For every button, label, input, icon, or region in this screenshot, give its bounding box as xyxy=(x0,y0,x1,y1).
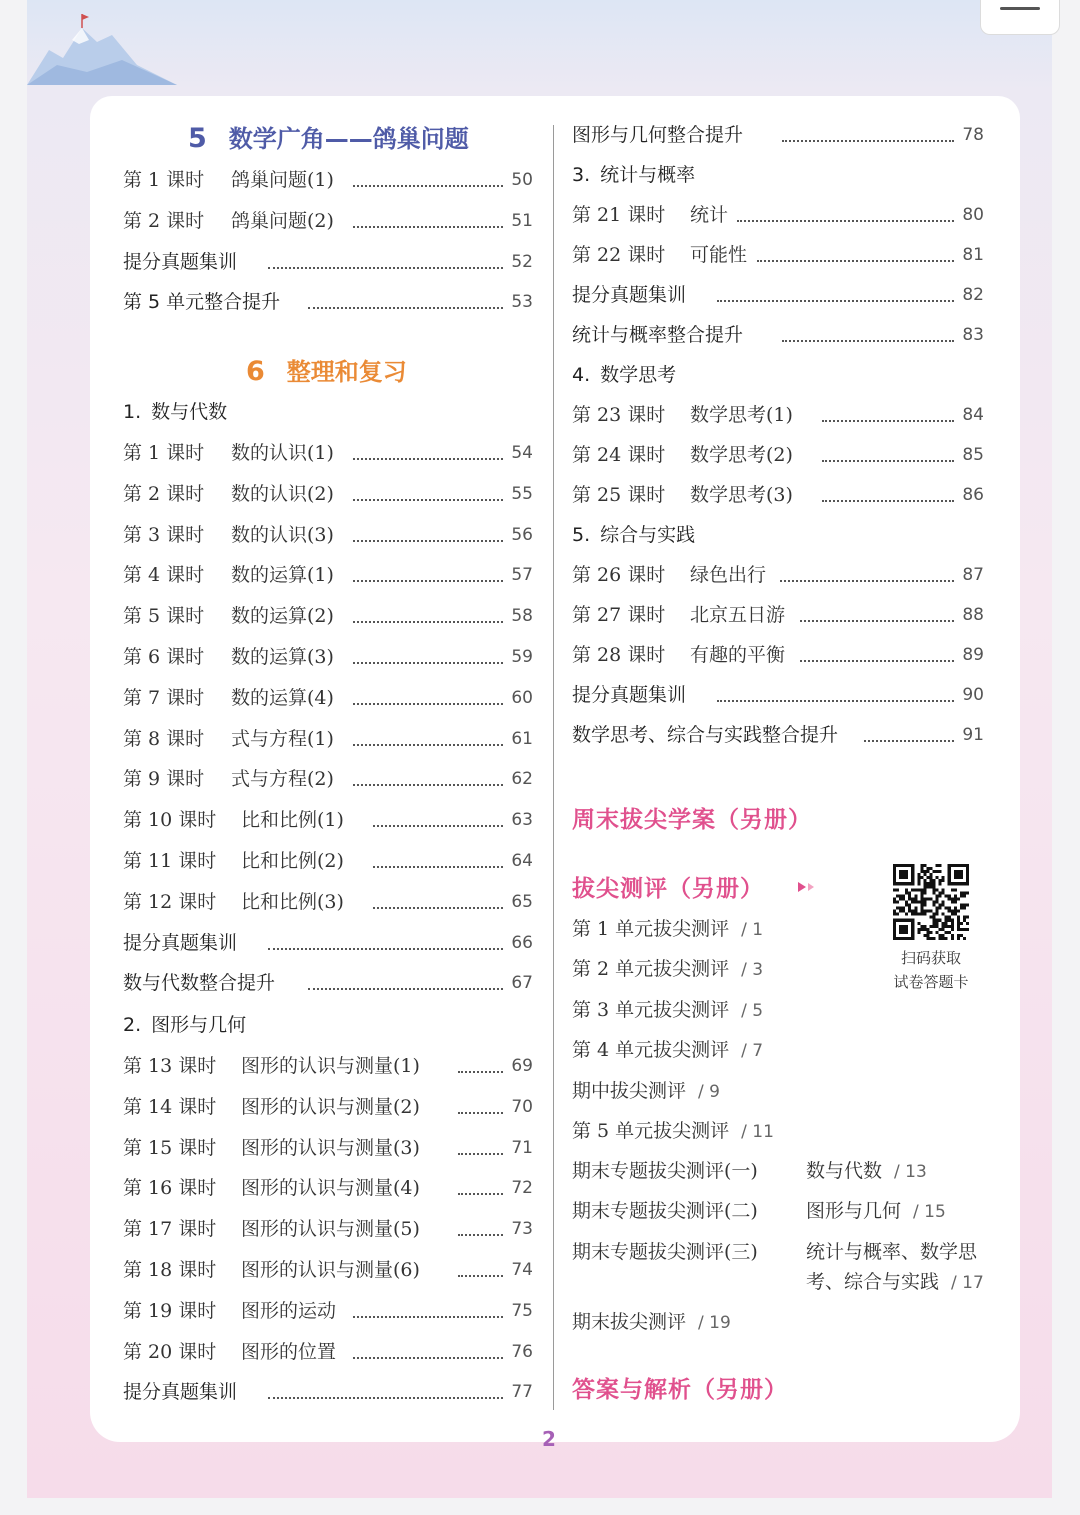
leader-dots xyxy=(353,185,503,187)
subsection-number: 3. xyxy=(572,164,591,186)
toc-row-label xyxy=(123,560,334,590)
page-ref: 60 xyxy=(511,687,533,708)
toc-entry-title: 图形与几何整合提升 xyxy=(572,124,744,146)
test-page: / 9 xyxy=(698,1081,720,1102)
toc-row[interactable] xyxy=(123,601,533,631)
tests-heading[interactable]: 拔尖测评（另册） xyxy=(572,876,764,902)
toc-entry-title: 数与代数整合提升 xyxy=(123,972,276,995)
toc-row-label xyxy=(123,764,334,794)
leader-dots xyxy=(353,784,503,786)
leader-dots xyxy=(353,621,503,623)
leader-dots xyxy=(822,460,954,462)
special-test-page: / 17 xyxy=(951,1272,984,1293)
toc-row[interactable] xyxy=(123,247,533,277)
lesson-topic: 绿色出行 xyxy=(690,564,767,586)
page-ref: 59 xyxy=(511,647,533,667)
page-ref: 62 xyxy=(511,769,533,790)
test-page: / 1 xyxy=(741,920,764,940)
leader-dots xyxy=(800,620,954,622)
toc-row[interactable] xyxy=(123,1377,533,1407)
toc-row-label xyxy=(123,601,334,631)
toc-row[interactable] xyxy=(572,680,984,710)
toc-row[interactable] xyxy=(123,724,533,754)
toc-row-label xyxy=(572,640,785,670)
subsection-heading xyxy=(572,160,695,187)
toc-row-label xyxy=(123,642,334,672)
page-ref: 73 xyxy=(511,1219,533,1240)
test-item[interactable] xyxy=(572,995,763,1026)
toc-entry-title: 数学思考、综合与实践整合提升 xyxy=(572,723,839,746)
page-ref: 53 xyxy=(511,292,533,313)
lesson-number: 第 14 课时 xyxy=(123,1095,217,1118)
arrow-right-icon xyxy=(796,879,820,895)
page-ref: 78 xyxy=(962,125,984,145)
page-ref: 70 xyxy=(511,1096,533,1117)
leader-dots xyxy=(458,1112,503,1114)
subsection-number: 5. xyxy=(572,524,591,546)
lesson-number: 第 2 课时 xyxy=(123,482,205,505)
lesson-topic: 数的运算(2) xyxy=(231,605,334,628)
lesson-topic: 图形的位置 xyxy=(241,1340,337,1363)
page-ref: 91 xyxy=(962,724,984,745)
page-ref: 72 xyxy=(511,1178,533,1199)
special-test-label[interactable]: 期末专题拔尖测评(二) xyxy=(572,1200,758,1223)
qr-caption-2: 试卷答题卡 xyxy=(893,973,969,991)
page-ref: 57 xyxy=(511,565,533,586)
lesson-number: 第 16 课时 xyxy=(123,1177,217,1200)
leader-dots xyxy=(353,703,503,705)
leader-dots xyxy=(353,540,503,542)
toc-row-label xyxy=(123,287,280,317)
test-page: / 11 xyxy=(741,1122,774,1142)
special-test-topic xyxy=(806,1196,946,1227)
lesson-number: 第 1 课时 xyxy=(123,169,205,191)
toc-row[interactable] xyxy=(572,600,984,630)
leader-dots xyxy=(782,140,954,142)
test-label: 第 2 单元拔尖测评 xyxy=(572,958,730,981)
toc-row-label xyxy=(123,479,334,509)
toc-row-label xyxy=(123,206,334,236)
test-item[interactable] xyxy=(572,954,763,985)
toc-row[interactable] xyxy=(123,520,533,550)
page-ref: 56 xyxy=(511,524,533,545)
page-ref: 83 xyxy=(962,324,984,345)
leader-dots xyxy=(353,744,503,746)
subsection-number: 4. xyxy=(572,364,591,386)
leader-dots xyxy=(458,1275,503,1277)
lesson-number: 第 18 课时 xyxy=(123,1259,217,1281)
page-ref: 66 xyxy=(511,932,533,953)
toc-row[interactable] xyxy=(123,928,533,958)
toc-row-label xyxy=(572,320,743,350)
leader-dots xyxy=(353,499,503,501)
toc-row-label xyxy=(572,200,728,230)
subsection-heading xyxy=(572,520,695,547)
lesson-number: 第 4 课时 xyxy=(123,564,205,587)
toc-row-label xyxy=(572,680,686,710)
toc-row[interactable] xyxy=(123,764,533,794)
toc-row-label xyxy=(123,1296,336,1326)
leader-dots xyxy=(353,458,503,460)
lesson-topic: 式与方程(1) xyxy=(231,727,334,750)
page-ref: 55 xyxy=(511,483,533,504)
lesson-topic: 数的认识(2) xyxy=(231,482,334,505)
special-test-topic-text: 考、综合与实践 xyxy=(806,1270,940,1293)
toc-entry-title: 提分真题集训 xyxy=(123,1381,238,1404)
toc-row[interactable] xyxy=(572,400,984,430)
toc-row[interactable] xyxy=(123,887,533,917)
page-ref: 84 xyxy=(962,405,984,425)
leader-dots xyxy=(353,662,503,664)
leader-dots xyxy=(822,420,954,422)
handle-bar-icon xyxy=(1000,7,1040,10)
lesson-number: 第 24 课时 xyxy=(572,443,666,466)
lesson-topic: 有趣的平衡 xyxy=(690,643,786,666)
lesson-number: 第 7 课时 xyxy=(123,686,205,709)
page-ref: 76 xyxy=(511,1341,533,1362)
page-ref: 67 xyxy=(511,973,533,994)
page-ref: 51 xyxy=(511,210,533,231)
page-ref: 90 xyxy=(962,684,984,705)
page-ref: 54 xyxy=(511,443,533,463)
test-label: 第 3 单元拔尖测评 xyxy=(572,998,730,1021)
lesson-topic: 比和比例(3) xyxy=(241,890,344,913)
section-number: 6 xyxy=(246,356,265,387)
lesson-topic: 鸽巢问题(1) xyxy=(231,169,334,191)
lesson-topic: 图形的认识与测量(2) xyxy=(241,1095,420,1118)
page-ref: 52 xyxy=(511,251,533,272)
lesson-topic: 图形的认识与测量(1) xyxy=(241,1055,420,1077)
toc-row-label xyxy=(572,720,838,750)
qr-caption-1: 扫码获取 xyxy=(900,949,961,967)
lesson-topic: 比和比例(1) xyxy=(241,809,344,832)
special-test-topic-text: 图形与几何 xyxy=(806,1200,902,1223)
toc-row-label xyxy=(123,1377,237,1407)
toc-row[interactable] xyxy=(123,1255,533,1285)
toc-row-label xyxy=(572,280,686,310)
lesson-topic: 鸽巢问题(2) xyxy=(231,209,334,232)
page-ref: 61 xyxy=(511,728,533,749)
subsection-number: 2. xyxy=(123,1014,142,1036)
toc-row[interactable] xyxy=(572,560,984,590)
lesson-topic: 式与方程(2) xyxy=(231,768,334,791)
lesson-number: 第 19 课时 xyxy=(123,1299,217,1322)
toc-row-label xyxy=(123,1173,420,1203)
subsection-label: 图形与几何 xyxy=(151,1014,247,1036)
test-label: 第 1 单元拔尖测评 xyxy=(572,918,730,940)
leader-dots xyxy=(717,300,954,302)
test-item[interactable] xyxy=(572,1076,720,1107)
toc-row-label xyxy=(123,1214,420,1244)
test-item[interactable] xyxy=(572,914,763,945)
lesson-topic: 数的认识(1) xyxy=(231,442,334,464)
toc-row-label xyxy=(123,805,344,835)
leader-dots xyxy=(458,1193,503,1195)
test-label: 期中拔尖测评 xyxy=(572,1079,687,1102)
lesson-number: 第 28 课时 xyxy=(572,643,666,666)
page-ref: 63 xyxy=(511,810,533,831)
toc-row[interactable] xyxy=(123,1337,533,1367)
weekend-plan-heading[interactable]: 周末拔尖学案（另册） xyxy=(572,807,812,833)
leader-dots xyxy=(782,340,954,342)
page-ref: 86 xyxy=(962,484,984,505)
lesson-number: 第 17 课时 xyxy=(123,1218,217,1241)
lesson-number: 第 20 课时 xyxy=(123,1340,217,1363)
leader-dots xyxy=(780,580,954,582)
lesson-topic: 数的运算(4) xyxy=(231,686,334,709)
leader-dots xyxy=(268,267,503,269)
toc-row[interactable] xyxy=(572,240,984,270)
toc-row[interactable] xyxy=(123,805,533,835)
toc-row[interactable] xyxy=(572,480,984,510)
toc-row[interactable] xyxy=(123,642,533,672)
lesson-number: 第 8 课时 xyxy=(123,727,205,750)
toc-row[interactable] xyxy=(123,438,533,468)
page-ref: 74 xyxy=(511,1260,533,1280)
section-title-text: 数学广角——鸽巢问题 xyxy=(228,125,469,153)
test-label: 第 4 单元拔尖测评 xyxy=(572,1039,730,1062)
lesson-number: 第 12 课时 xyxy=(123,890,217,913)
leader-dots xyxy=(373,866,503,868)
lesson-topic: 图形的认识与测量(4) xyxy=(241,1177,420,1200)
lesson-number: 第 27 课时 xyxy=(572,603,666,626)
page-ref: 50 xyxy=(511,170,533,190)
toc-row[interactable] xyxy=(123,206,533,236)
drawer-handle[interactable] xyxy=(980,0,1060,35)
leader-dots xyxy=(353,580,503,582)
special-test-topic-text: 数与代数 xyxy=(806,1160,883,1182)
test-page: / 7 xyxy=(741,1041,764,1062)
toc-row[interactable] xyxy=(123,1092,533,1122)
toc-row-label xyxy=(572,480,793,510)
toc-row[interactable] xyxy=(123,968,533,998)
lesson-number: 第 9 课时 xyxy=(123,768,205,791)
toc-row-label xyxy=(572,240,747,270)
toc-row-label xyxy=(123,846,344,876)
toc-row-label xyxy=(123,968,275,998)
section-number: 5 xyxy=(188,123,207,154)
test-item[interactable] xyxy=(572,1116,774,1147)
lesson-topic: 可能性 xyxy=(690,243,748,266)
lesson-number: 第 2 课时 xyxy=(123,209,205,232)
toc-row-label xyxy=(123,1092,420,1122)
lesson-topic: 北京五日游 xyxy=(690,603,786,626)
page-ref: 80 xyxy=(962,205,984,225)
page-ref: 65 xyxy=(511,891,533,912)
special-test-label[interactable]: 期末专题拔尖测评(一) xyxy=(572,1160,758,1182)
subsection-label: 数学思考 xyxy=(600,364,677,386)
toc-row[interactable] xyxy=(123,479,533,509)
toc-row[interactable] xyxy=(572,280,984,310)
toc-row[interactable] xyxy=(572,120,984,150)
toc-row[interactable] xyxy=(123,560,533,590)
leader-dots xyxy=(353,226,503,228)
page-ref: 85 xyxy=(962,444,984,465)
toc-row[interactable] xyxy=(123,165,533,195)
toc-row-label xyxy=(572,440,793,470)
toc-row[interactable] xyxy=(123,1296,533,1326)
toc-row[interactable] xyxy=(123,1173,533,1203)
lesson-topic: 数的运算(1) xyxy=(231,564,334,587)
lesson-topic: 图形的认识与测量(6) xyxy=(241,1259,420,1281)
test-page: / 3 xyxy=(741,960,764,981)
toc-row-label xyxy=(123,438,334,468)
toc-row[interactable] xyxy=(572,200,984,230)
lesson-topic: 比和比例(2) xyxy=(241,850,344,872)
special-test-page: / 13 xyxy=(894,1162,927,1182)
final-test-item[interactable] xyxy=(572,1307,731,1338)
toc-row-label xyxy=(123,247,237,277)
subsection-number: 1. xyxy=(123,401,142,423)
toc-row-label xyxy=(123,1133,420,1163)
lesson-number: 第 15 课时 xyxy=(123,1136,217,1159)
leader-dots xyxy=(353,1316,503,1318)
special-test-topic-line2 xyxy=(806,1267,984,1298)
toc-row-label xyxy=(572,600,785,630)
page-ref: 88 xyxy=(962,604,984,625)
lesson-topic: 数的认识(3) xyxy=(231,523,334,546)
special-test-topic xyxy=(806,1156,927,1187)
lesson-topic: 统计 xyxy=(690,204,729,226)
lesson-topic: 数学思考(1) xyxy=(690,404,793,426)
final-test-label: 期末拔尖测评 xyxy=(572,1311,687,1333)
toc-row[interactable] xyxy=(123,287,533,317)
leader-dots xyxy=(308,307,503,309)
special-test-label[interactable]: 期末专题拔尖测评(三) xyxy=(572,1240,758,1263)
lesson-number: 第 13 课时 xyxy=(123,1055,217,1077)
page-number: 2 xyxy=(542,1427,556,1451)
toc-row[interactable] xyxy=(572,440,984,470)
leader-dots xyxy=(268,1397,503,1399)
toc-row[interactable] xyxy=(123,683,533,713)
test-label: 第 5 单元拔尖测评 xyxy=(572,1120,730,1142)
lesson-number: 第 6 课时 xyxy=(123,646,205,668)
toc-entry-title: 提分真题集训 xyxy=(123,931,238,954)
leader-dots xyxy=(458,1071,503,1073)
special-test-topic xyxy=(806,1237,977,1267)
leader-dots xyxy=(373,907,503,909)
toc-row[interactable] xyxy=(123,1051,533,1081)
toc-row[interactable] xyxy=(123,1214,533,1244)
toc-row-label xyxy=(123,520,334,550)
page-ref: 71 xyxy=(511,1137,533,1158)
section-5-title xyxy=(188,119,469,154)
lesson-number: 第 10 课时 xyxy=(123,809,217,832)
toc-row-label xyxy=(572,400,793,430)
section-title-text: 整理和复习 xyxy=(286,358,407,386)
leader-dots xyxy=(864,740,954,742)
leader-dots xyxy=(458,1153,503,1155)
lesson-topic: 数学思考(2) xyxy=(690,443,793,466)
lesson-topic: 数的运算(3) xyxy=(231,646,334,668)
leader-dots xyxy=(353,1357,503,1359)
toc-row-label xyxy=(123,1337,336,1367)
page-ref: 77 xyxy=(511,1382,533,1403)
toc-row-label xyxy=(123,1051,420,1081)
test-page: / 5 xyxy=(741,1000,764,1021)
leader-dots xyxy=(373,825,503,827)
lesson-number: 第 11 课时 xyxy=(123,850,217,872)
toc-row-label xyxy=(123,887,344,917)
toc-row-label xyxy=(123,1255,420,1285)
column-divider xyxy=(553,125,554,1410)
leader-dots xyxy=(268,948,503,950)
toc-row[interactable] xyxy=(123,1133,533,1163)
lesson-number: 第 22 课时 xyxy=(572,243,666,266)
toc-entry-title: 提分真题集训 xyxy=(123,250,238,273)
lesson-number: 第 3 课时 xyxy=(123,523,205,546)
mountain-illustration xyxy=(27,10,177,85)
subsection-label: 综合与实践 xyxy=(600,524,696,546)
toc-row-label xyxy=(123,724,334,754)
subsection-heading xyxy=(123,397,227,424)
toc-row[interactable] xyxy=(572,720,984,750)
lesson-number: 第 23 课时 xyxy=(572,404,666,426)
leader-dots xyxy=(737,220,954,222)
lesson-number: 第 1 课时 xyxy=(123,442,205,464)
lesson-number: 第 25 课时 xyxy=(572,483,666,506)
toc-row[interactable] xyxy=(572,640,984,670)
leader-dots xyxy=(308,988,503,990)
page-ref: 75 xyxy=(511,1300,533,1321)
toc-entry-title: 提分真题集训 xyxy=(572,283,687,306)
page-ref: 81 xyxy=(962,244,984,265)
final-test-page: / 19 xyxy=(698,1313,731,1333)
toc-row[interactable] xyxy=(572,320,984,350)
toc-row-label xyxy=(123,165,334,195)
toc-row-label xyxy=(572,120,743,150)
leader-dots xyxy=(822,500,954,502)
subsection-heading xyxy=(123,1010,246,1037)
toc-row-label xyxy=(123,683,334,713)
page-ref: 82 xyxy=(962,284,984,305)
toc-entry-title: 统计与概率整合提升 xyxy=(572,323,744,346)
qr-code-icon[interactable] xyxy=(893,864,969,940)
special-test-page: / 15 xyxy=(913,1202,946,1223)
leader-dots xyxy=(458,1234,503,1236)
lesson-number: 第 21 课时 xyxy=(572,204,666,226)
page-ref: 87 xyxy=(962,565,984,585)
section-6-title xyxy=(246,352,407,387)
lesson-topic: 图形的运动 xyxy=(241,1299,337,1322)
test-item[interactable] xyxy=(572,1035,763,1066)
toc-row[interactable] xyxy=(123,846,533,876)
answers-heading[interactable]: 答案与解析（另册） xyxy=(572,1377,788,1403)
special-test-topic-text: 统计与概率、数学思 xyxy=(806,1240,978,1263)
subsection-label: 数与代数 xyxy=(151,401,228,423)
lesson-topic: 图形的认识与测量(3) xyxy=(241,1136,420,1159)
lesson-number: 第 5 课时 xyxy=(123,605,205,628)
page-ref: 69 xyxy=(511,1056,533,1076)
page-ref: 89 xyxy=(962,644,984,665)
subsection-heading xyxy=(572,360,676,387)
lesson-topic: 图形的认识与测量(5) xyxy=(241,1218,420,1241)
leader-dots xyxy=(717,700,954,702)
toc-row-label xyxy=(572,560,766,590)
lesson-topic: 数学思考(3) xyxy=(690,483,793,506)
toc-entry-title: 第 5 单元整合提升 xyxy=(123,291,281,314)
toc-row-label xyxy=(123,928,237,958)
page-ref: 58 xyxy=(511,606,533,627)
subsection-label: 统计与概率 xyxy=(600,164,696,186)
toc-entry-title: 提分真题集训 xyxy=(572,683,687,706)
page-ref: 64 xyxy=(511,851,533,871)
lesson-number: 第 26 课时 xyxy=(572,564,666,586)
leader-dots xyxy=(800,660,954,662)
leader-dots xyxy=(757,260,954,262)
